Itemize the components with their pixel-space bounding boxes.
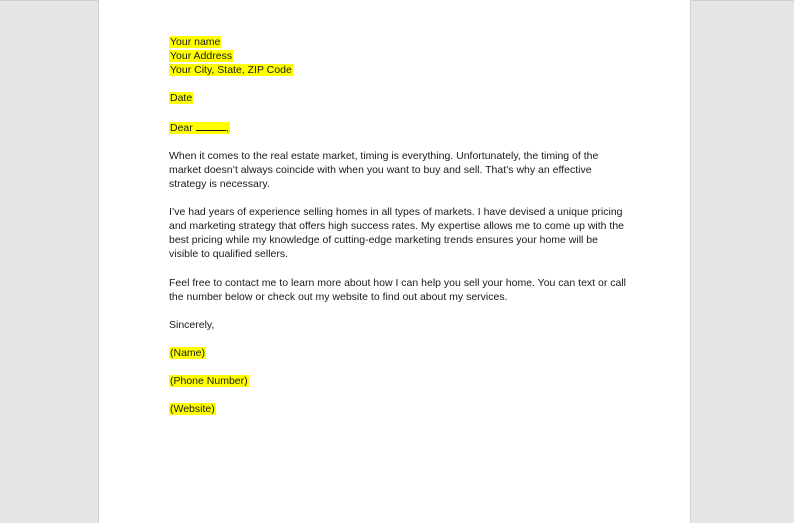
closing: Sincerely, [169,318,215,331]
sender-address: Your Address [170,50,233,63]
signature-website: (Website) [170,403,215,416]
sender-city-state-zip: Your City, State, ZIP Code [170,64,292,77]
letter-date: Date [170,92,193,105]
greeting [169,120,629,135]
sender-name: Your name [170,36,221,48]
paragraph-3: Feel free to contact me to learn more about how I can help you sell your home. You can text or call the number below or check out my website to find out about my services. [169,276,627,303]
greeting-prefix: Dear [170,121,193,134]
greeting-suffix: , [225,121,229,134]
recipient-blank [196,120,226,131]
document-page[interactable] [98,0,691,523]
signature-name: (Name) [170,347,206,360]
paragraph-2: I’ve had years of experience selling homes in all types of markets. I have devised a unique pricing and marketing strategy that offers high success rates. My expertise allows me to come up with the best pricing while my knowledge of cutting-edge marketing trends ensures your home will be visible to qualified sellers. [169,206,625,261]
letter-body[interactable] [169,35,629,417]
signature-phone: (Phone Number) [170,375,248,388]
paragraph-1: When it comes to the real estate market, timing is everything. Unfortunately, the timing of the market doesn’t always coincide with when you want to buy and sell. That’s why an effective strategy is necessary. [169,149,599,190]
